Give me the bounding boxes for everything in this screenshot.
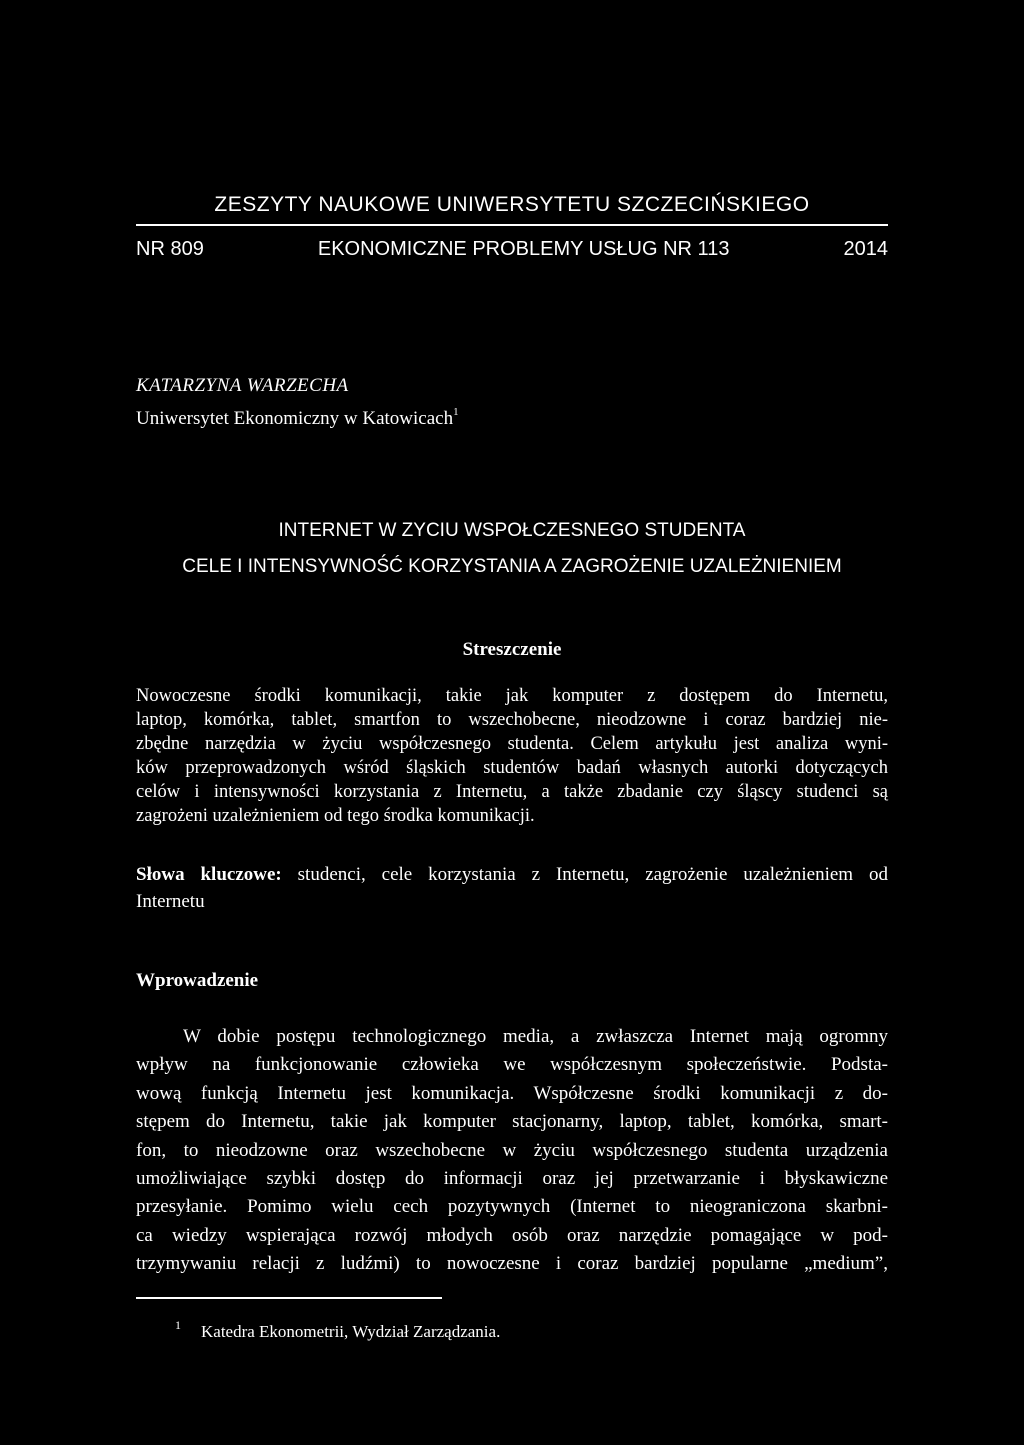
journal-title: ZESZYTY NAUKOWE UNIWERSYTETU SZCZECIŃSKIEGO — [214, 193, 810, 216]
intro-line: umożliwiające szybki dostęp do informacji oraz jej przetwarzanie i błyskawiczne — [136, 1168, 888, 1190]
issue-year: 2014 — [843, 238, 888, 260]
footnote-text: Katedra Ekonometrii, Wydział Zarządzania. — [201, 1322, 501, 1341]
author-name: KATARZYNA WARZECHA — [136, 375, 349, 396]
intro-line: wpływ na funkcjonowanie człowieka we współczesnym społeczeństwie. Podsta- — [136, 1054, 888, 1076]
abstract-line: laptop, komórka, tablet, smartfon to wszechobecne, nieodzowne i coraz bardziej nie- — [136, 710, 888, 731]
abstract-line: celów i intensywności korzystania z Internetu, a także zbadanie czy śląscy studenci są — [136, 782, 888, 803]
abstract-line: zagrożeni uzależnieniem od tego środka komunikacji. — [136, 806, 535, 827]
issue-line — [136, 238, 888, 261]
footnote-mark: 1 — [453, 406, 459, 418]
author-affiliation — [136, 408, 459, 430]
series-title: EKONOMICZNE PROBLEMY USŁUG NR 113 — [317, 238, 730, 260]
intro-line: trzymywaniu relacji z ludźmi) to nowoczesne i coraz bardziej popularne „medium”, — [136, 1253, 888, 1275]
introduction-body — [136, 1023, 888, 1279]
intro-line: ca wiedzy wspierająca rozwój młodych osób oraz narzędzie pomagające w pod- — [136, 1224, 888, 1246]
abstract-line: Nowoczesne środki komunikacji, takie jak komputer z dostępem do Internetu, — [136, 686, 888, 706]
abstract-line: zbędne narzędzia w życiu współczesnego studenta. Celem artykułu jest analiza wyni- — [136, 734, 888, 755]
issue-number: NR 809 — [136, 238, 204, 260]
intro-line: przesyłanie. Pomimo wielu cech pozytywnych (Internet to nieograniczona skarbni- — [136, 1196, 888, 1218]
introduction-heading: Wprowadzenie — [136, 970, 259, 991]
abstract-heading: Streszczenie — [462, 639, 562, 660]
intro-line: W dobie postępu technologicznego media, a zwłaszcza Internet mają ogromny — [183, 1026, 888, 1047]
abstract-body — [136, 684, 888, 829]
footnote-number: 1 — [175, 1318, 181, 1332]
keywords — [136, 861, 888, 915]
affiliation-text: Uniwersytet Ekonomiczny w Katowicach — [136, 408, 454, 429]
keywords-line-1 — [136, 861, 888, 888]
intro-line: stępem do Internetu, takie jak komputer stacjonarny, laptop, tablet, komórka, smart- — [136, 1111, 888, 1133]
footnote-rule — [136, 1297, 442, 1299]
footnote — [175, 1318, 501, 1342]
abstract-line: ków przeprowadzonych wśród śląskich studentów badań własnych autorki dotyczących — [136, 758, 888, 779]
intro-line: wową funkcją Internetu jest komunikacja. Współczesne środki komunikacji z do- — [136, 1082, 888, 1104]
header-rule — [136, 224, 888, 226]
keywords-label: Słowa kluczowe: — [136, 864, 282, 885]
paper-title-line-2: CELE I INTENSYWNOŚĆ KORZYSTANIA A ZAGROŻENIE UZALEŻNIENIEM — [182, 556, 842, 577]
intro-line: fon, to nieodzowne oraz wszechobecne w życiu współczesnego studenta urządzenia — [136, 1139, 888, 1161]
paper-title-line-1: INTERNET W ZYCIU WSPOŁCZESNEGO STUDENTA — [278, 520, 746, 541]
keywords-text: studenci, cele korzystania z Internetu, zagrożenie uzależnieniem od — [281, 864, 888, 885]
keywords-line-2: Internetu — [136, 891, 205, 912]
